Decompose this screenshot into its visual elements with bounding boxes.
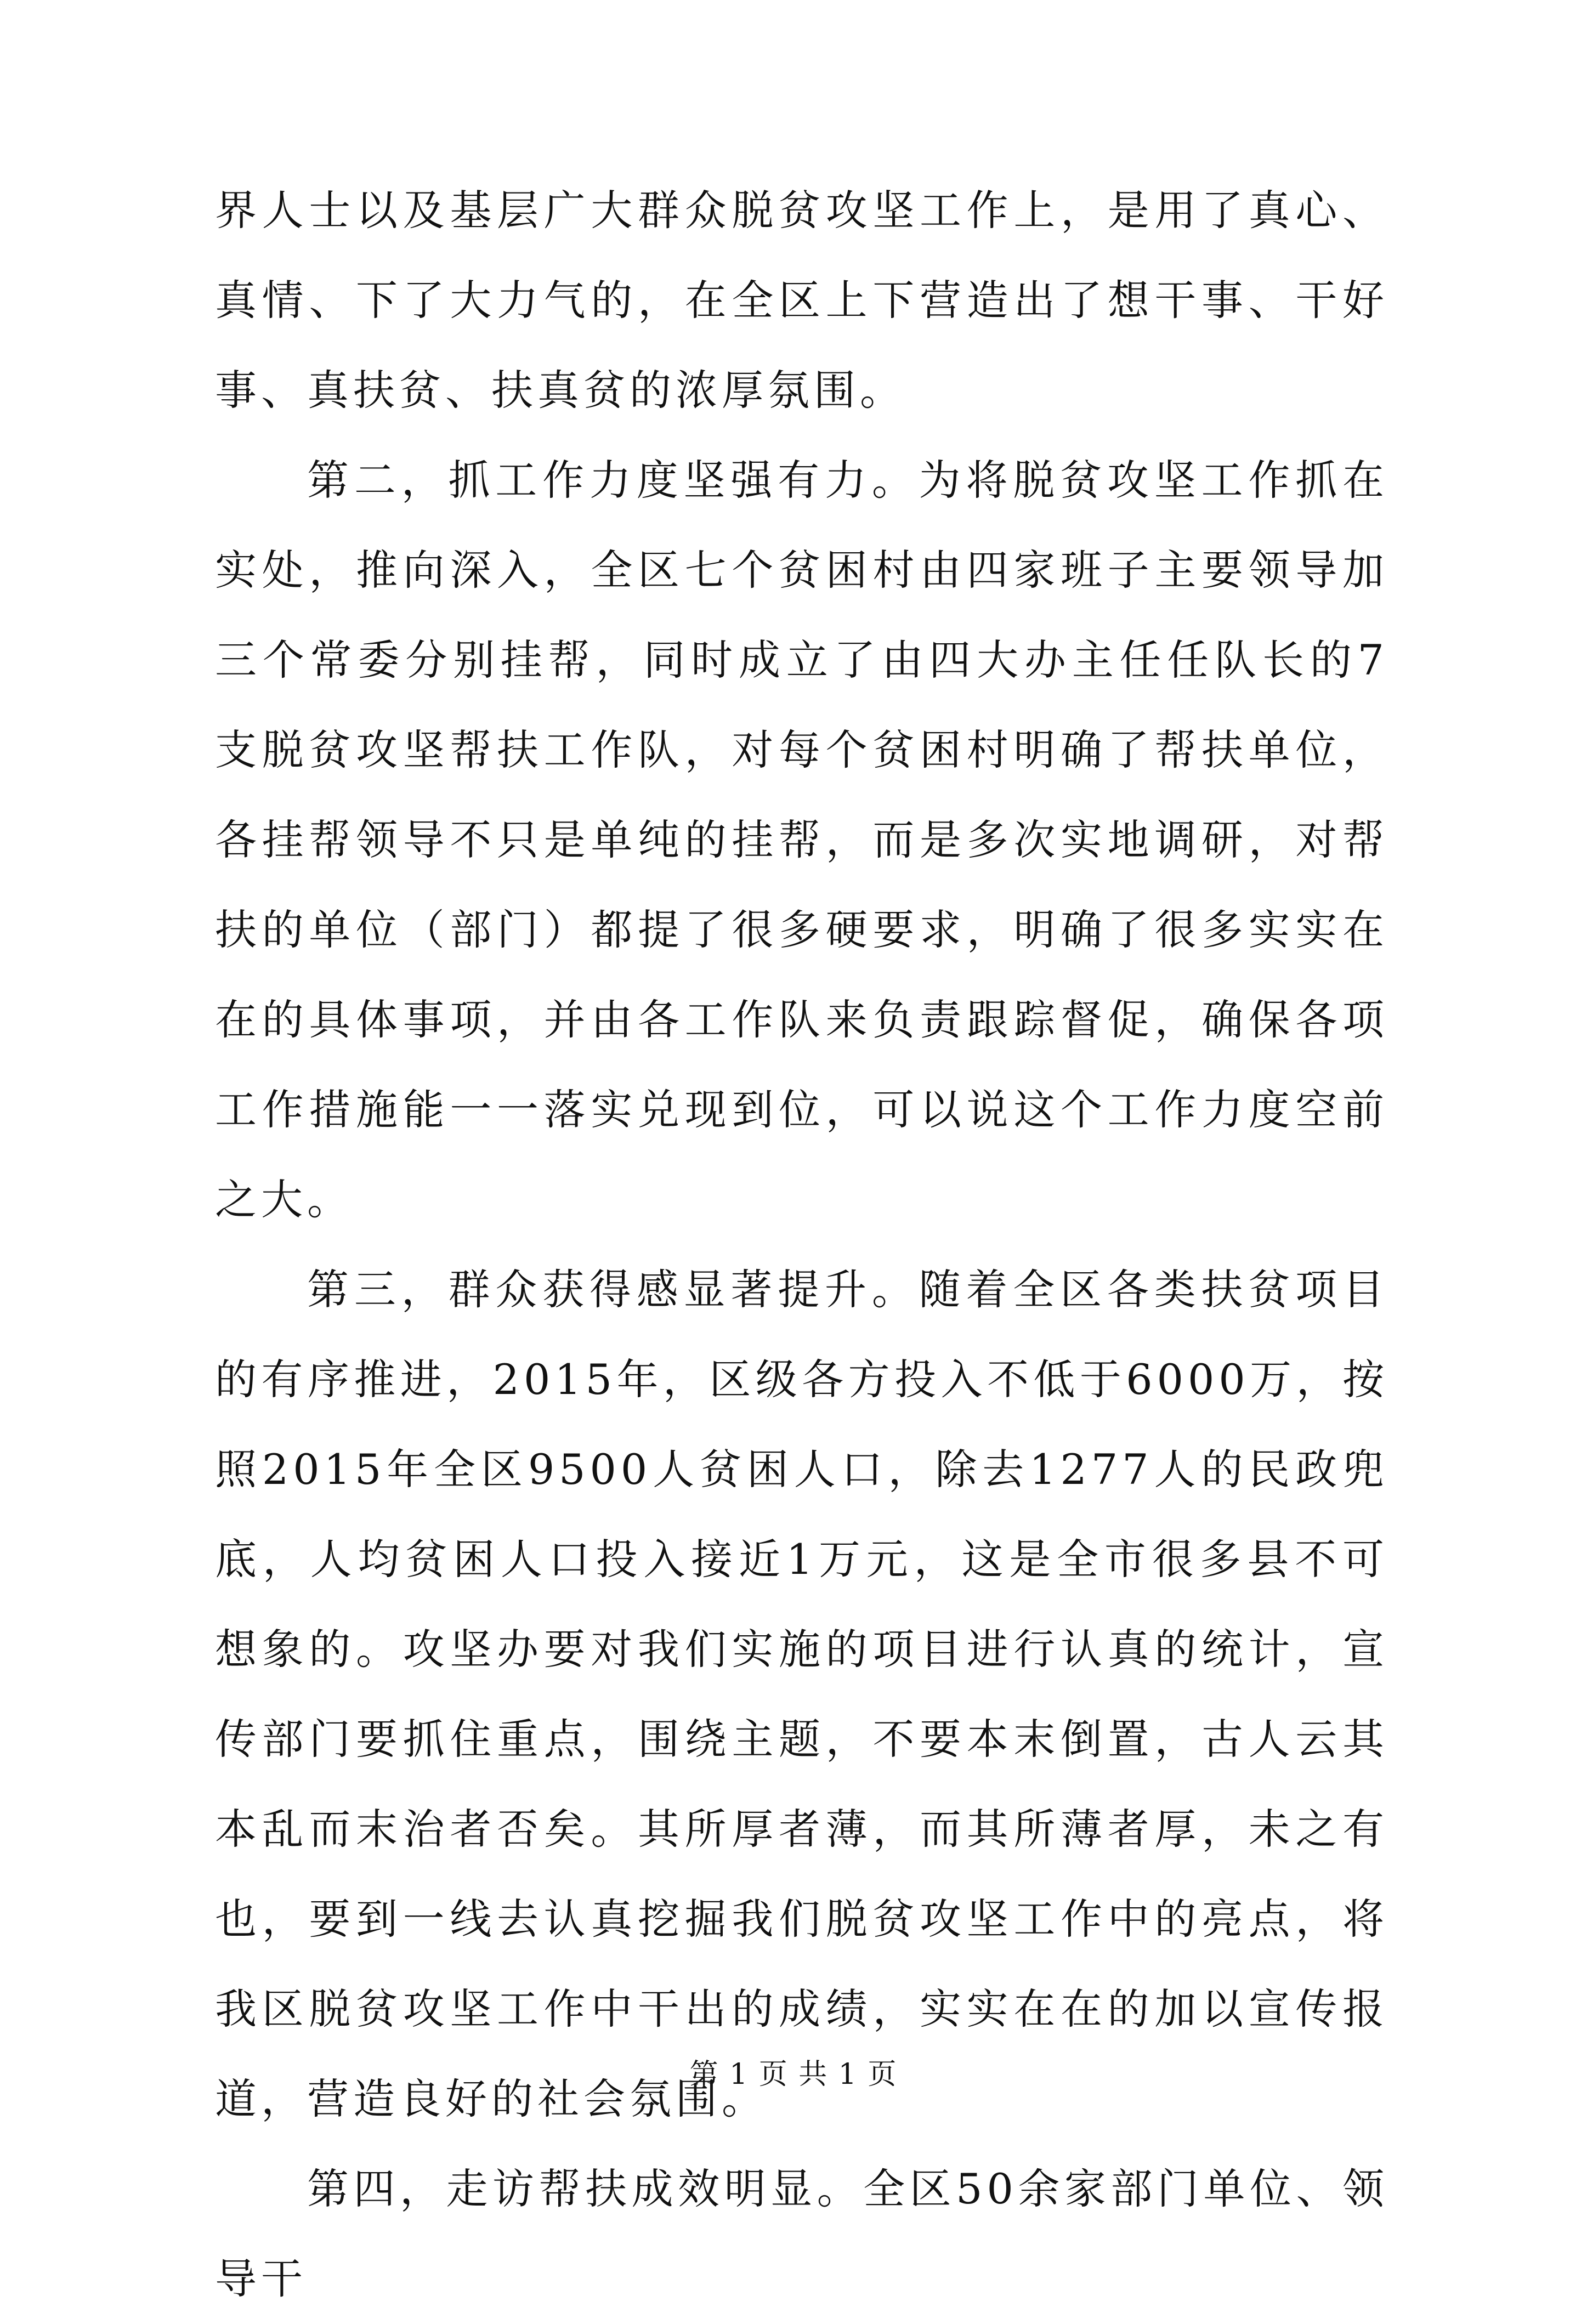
document-body [215,166,1388,2324]
page-footer: 第 1 页 共 1 页 [689,2058,898,2091]
paragraph-third-point: 第三，群众获得感显著提升。随着全区各类扶贫项目的有序推进，2015年，区级各方投入不低于6000万，按照2015年全区9500人贫困人口，除去1277人的民政兜底，人均贫困人口投入接近1万元，这是全市很多县不可想象的。攻坚办要对我们实施的项目进行认真的统计，宣传部门要抓住重点，围绕主题，不要本末倒置，古人云其本乱而末治者否矣。其所厚者薄，而其所薄者厚，未之有也，要到一线去认真挖掘我们脱贫攻坚工作中的亮点，将我区脱贫攻坚工作中干出的成绩，实实在在的加以宣传报道，营造良好的社会氛围。 [215,1265,1388,2123]
paragraph-second-point: 第二，抓工作力度坚强有力。为将脱贫攻坚工作抓在实处，推向深入，全区七个贫困村由四家班子主要领导加三个常委分别挂帮，同时成立了由四大办主任任队长的7支脱贫攻坚帮扶工作队，对每个贫困村明确了帮扶单位，各挂帮领导不只是单纯的挂帮，而是多次实地调研，对帮扶的单位（部门）都提了很多硬要求，明确了很多实实在在的具体事项，并由各工作队来负责跟踪督促，确保各项工作措施能一一落实兑现到位，可以说这个工作力度空前之大。 [215,456,1388,1224]
paragraph-continuation: 界人士以及基层广大群众脱贫攻坚工作上，是用了真心、真情、下了大力气的，在全区上下营造出了想干事、干好事、真扶贫、扶真贫的浓厚氛围。 [215,186,1388,415]
paragraph-fourth-point: 第四，走访帮扶成效明显。全区50余家部门单位、领导干 [215,2164,1388,2303]
